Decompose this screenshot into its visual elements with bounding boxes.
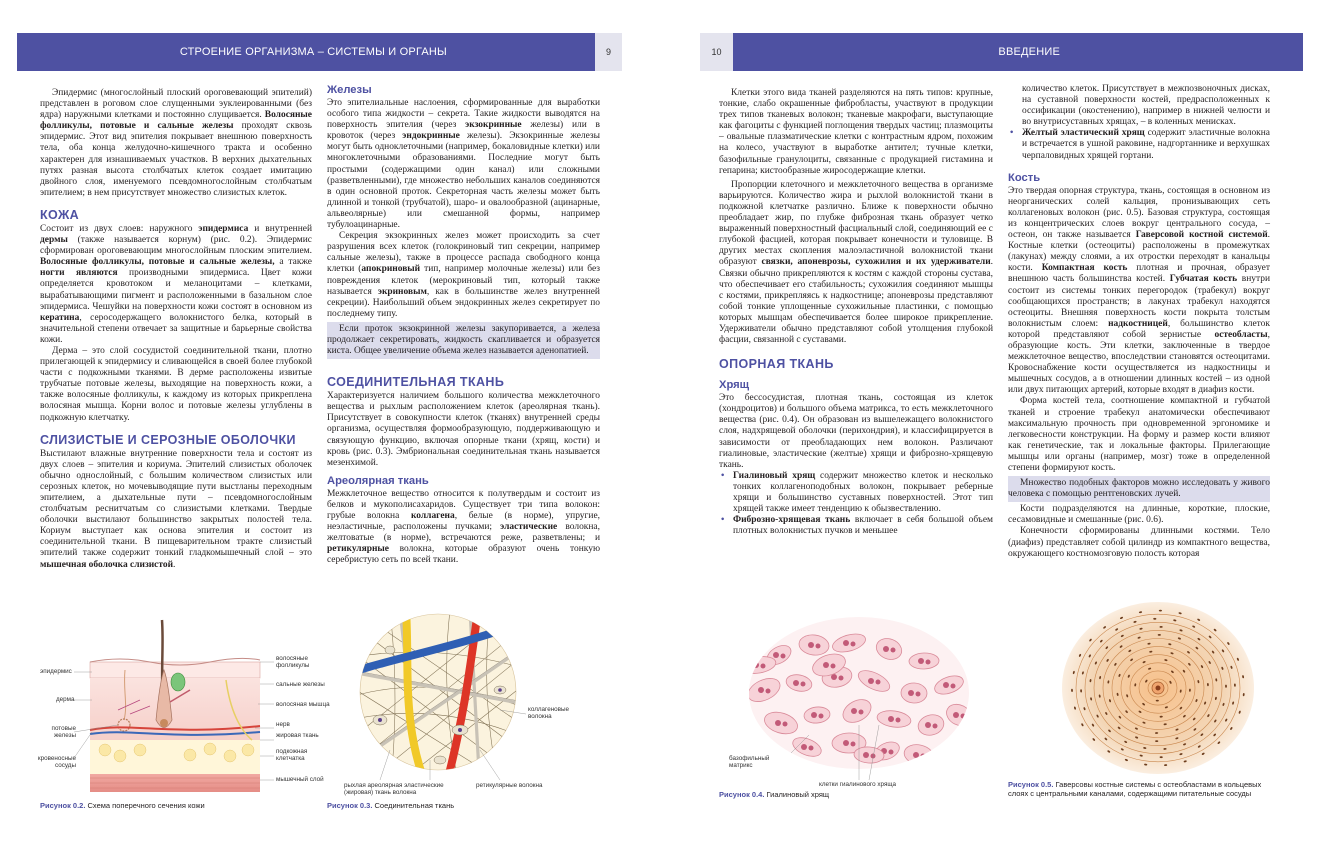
right-column-1 — [719, 88, 993, 537]
chondrocyte-nucleus — [961, 714, 966, 719]
chondrocyte-nucleus — [926, 660, 931, 665]
chondrocyte-nucleus — [888, 716, 894, 722]
chondrocyte-nucleus — [851, 642, 856, 647]
chondrocyte-nucleus — [913, 752, 919, 758]
paragraph: Секреция экзокринных желез может происходить за счет разрушения всех клеток (голокриновый тип секреции, например сальные железы), также в процессе распада свободного конца клетки (апокриновый тип, например молочные железы) или без повреждения клеток (мерокриновый тип, который также называется экриновым, как в большинстве желез внутренней секреции). Наибольший объем эндокринных желез секретирует по последнему типу. — [327, 231, 600, 319]
figure-haversian-systems — [1058, 600, 1258, 778]
chondrocyte-nucleus — [889, 750, 894, 755]
paragraph: Конечности сформированы длинными костями. Тело (диафиз) представляет собой цилиндр из компактного вещества, окружающего костномозговую полость которая — [1008, 526, 1270, 559]
header-title: ВВЕДЕНИЕ — [998, 46, 1060, 58]
paragraph: Пропорции клеточного и межклеточного вещества в организме варьируются. Количество жира и рыхлой волокнистой ткани в подкожной клетчатке различно. Ближе к поверхности обычно преобладает жир, по глубже фиброзная ткань образует четко выраженный поверхностный фасциальный слой, соединяющий ее с глубокой фасцией, которая покрывает конечности и туловище. В других местах скопления малоэластичной волокнистой ткани образуют связки, апоневрозы, сухожилия и их удерживатели. Связки обычно прикрепляются к костям с каждой стороны сустава, что обеспечивает его стабильность; сухожилия соединяют мышцы с костями, прикрепляясь к надкостнице; апоневрозы представляют собой тонкие уплощенные сухожильные пластинки, с помощью которых мышцам обеспечивается более широкое прикрепление. Удерживатели обычно представляют собой утолщения глубокой фасции, связанной с суставами. — [719, 179, 993, 346]
cartilage-list-cont — [1008, 128, 1270, 161]
figure-caption: Рисунок 0.2. Схема поперечного сечения кожи — [40, 801, 205, 810]
chondrocyte-nucleus — [925, 722, 931, 728]
chondrocyte-nucleus — [883, 646, 889, 652]
chondrocyte-nucleus — [921, 754, 926, 759]
label-blood-vessels: кровеносные сосуды — [37, 755, 76, 769]
label-muscle-layer: мышечный слой — [276, 776, 324, 783]
paragraph: Характеризуется наличием большого количества межклеточного вещества и рыхлым расположением клеток (ареолярная ткань). Присутствует в совокупности клеток (тканях) внутренней среды организма, осуществляя формообразующую, поддерживающую и связующую функцию, включая опорные ткани (хрящ, кости) и кровь (рис. 0.3). Эмбриональная соединительная ткань называется мезенхимой. — [327, 391, 600, 468]
chondrocyte-nucleus — [908, 690, 914, 696]
chondrocyte-nucleus — [808, 642, 814, 648]
chondrocyte-nucleus — [809, 746, 814, 751]
paragraph: Дерма – это слой сосудистой соединительной ткани, плотно прилегающей к эпидермису и сливающейся в своей более глубокой части с подкожными тканями. В дерме расположены извитые трубчатые потовые железы, выходящие на поверхность кожи, а также волосяные фолликулы, к каждому из которых прикреплена волосяная мышца. Корни волос и потовые железы углублены в подкожную клетчатку. — [40, 345, 312, 423]
list-item: • Фиброзно-хрящевая ткань включает в себя большой объем плотных волокнистых пучков и меньшее — [719, 515, 993, 537]
right-page — [663, 0, 1326, 853]
chondrocyte-nucleus — [761, 664, 766, 669]
highlight-box: Множество подобных факторов можно исследовать у живого человека с помощью рентгеновских лучей. — [1008, 476, 1270, 502]
figure-caption: Рисунок 0.5. Гаверсовы костные системы с остеобластами в кольцевых слоях с центральными каналами, содержащими питательные сосуды — [1008, 780, 1262, 798]
chondrocyte-nucleus — [773, 652, 779, 658]
highlight-box: Если проток экзокринной железы закупоривается, а железа продолжает секретировать, жидкость скапливается и образуется киста. Общее увеличение объема желез называется аденопатией. — [327, 322, 600, 359]
chondrocyte-nucleus — [859, 710, 864, 715]
chondrocyte-nucleus — [839, 676, 844, 681]
chondrocyte-nucleus — [801, 682, 806, 687]
paragraph: Выстилают влажные внутренние поверхности тела и состоят из двух слоев – эпителия и кориума. Эпителий слизистых оболочек обычно однослойный, с большим количеством слизистых или серозных клеток, но мочевыводящие пути выстланы переходным эпителием, а дыхательные пути – псевдомногослойным столбчатым реснитчатым со слизистыми клетками. Твердые оболочки выстилают большинство закрытых полостей тела. Кориум выступает как основа эпителия и состоит из соединительной ткани. В пищеварительном тракте слизистый эпителий также содержит тонкий гладкомышечный слой – это мышечная оболочка слизистой. — [40, 448, 312, 570]
paragraph: Клетки этого вида тканей разделяются на пять типов: крупные, тонкие, слабо окрашенные фибробласты, участвуют в продукции трех типов тканевых волокон; тканевые макрофаги, выступающие как фагоциты с функцией поглощения твердых частиц; плазмоциты – овальные плазматические клетки с контрастным ядром, похожим на колесо, участвуют в выработке антител; тучные клетки, базофильные гранулоциты, связанные с продукцией гистамина и гепарина; кистообразные жиросодержащие клетки. — [719, 88, 993, 176]
connective-tissue-illustration — [330, 610, 610, 800]
cartilage-list — [719, 471, 993, 538]
list-item: • Желтый эластический хрящ содержит эластичные волокна и встречается в ушной раковине, надгортаннике и верхушках черпаловидных хрящей гортани. — [1008, 128, 1270, 161]
label-nerve: нерв — [276, 721, 290, 728]
label-reticular-fibers: ретикулярные волокна — [476, 782, 543, 789]
paragraph: Состоит из двух слоев: наружного эпидермиса и внутренней дермы (также называется корнум) (рис. 0.2). Эпидермис сформирован ороговевающим многослойным плоским эпителием. Волосяные фолликулы, потовые и сальные железы, а также ногти являются производными эпидермиса. Цвет кожи определяется кровотоком и меланоцитами – клетками, вырабатывающими пигмент и расположенными в базальном слое эпидермиса. Чешуйки на поверхности кожи состоят в основном из кератина, серосодержащего волокнистого белка, который в значительной степени отвечает за защитные и барьерные свойства кожи. — [40, 223, 312, 345]
chondrocyte-nucleus — [876, 680, 881, 685]
paragraph: Это твердая опорная структура, ткань, состоящая в основном из неорганических солей кальция, пронизывающих сеть коллагеновых волокон (рис. 0.5). Базовая структура, состоящая из концентрических слоев вокруг центрального сосуда, – остеон, он также называется Гаверсовой костной системой. Костные клетки (остеоциты) расположены в промежутках (лакунах) между слоями, а их отростки переходят в канальцы кости. Компактная кость плотная и прочная, образует внешнюю часть большинства костей. Губчатая кость внутри состоит из системы тонких перегородок (трабекул) вокруг сообщающихся пространств; в лакунах трабекул находятся остеоциты. Внешняя поверхность кости покрыта толстым волокнистым слоем: надкостницей, большинство клеток которой представляют собой зернистые остеобласты, образующие кость. Эти клетки, заключенные в твердое межклеточное вещество, впоследствии становятся остеоцитами. Кровоснабжение кости осуществляется из надкостницы и мышечных сосудов, а в отношении длинных костей – из одной или двух питающих артерий, которые входят в диафиз кости. — [1008, 185, 1271, 396]
chondrocyte-nucleus — [811, 712, 817, 718]
chondrocyte-nucleus — [753, 662, 759, 668]
chondrocyte-nucleus — [851, 742, 856, 747]
chondrocyte-nucleus — [758, 687, 764, 693]
figure-skin-cross-section — [30, 610, 330, 800]
section-heading-skin: КОЖА — [40, 207, 80, 222]
page-header — [733, 33, 1303, 71]
figure-connective-tissue — [330, 610, 610, 800]
label-collagen-fibers: коллагеновые волокна — [528, 706, 570, 720]
label-dermis: дерма — [56, 696, 75, 703]
label-subcutaneous: подкожная клетчатка — [276, 748, 308, 762]
chondrocyte-nucleus — [843, 740, 849, 746]
subheading-areolar: Ареолярная ткань — [327, 474, 429, 487]
chondrocyte-nucleus — [916, 692, 921, 697]
paragraph: Межклеточное вещество относится к полутвердым и состоит из белков и мукополисахаридов. Существует три типа волокон: грубые волокна коллагена, белые (в норме), упругие, неэластичные, расположены пучками; эластические волокна, желтоватые (в норме), встречаются реже, разветвлены; и ретикулярные волокна, которые образуют очень тонкую серебристую сеть по всей ткани. — [327, 488, 600, 566]
label-epidermis: эпидермис — [40, 668, 72, 675]
label-basophilic-matrix: базофильный матрикс — [729, 755, 770, 769]
label-fat-tissue: жировая ткань — [276, 732, 319, 739]
label-hyaline-cells: клетки гиалинового хряща — [819, 781, 897, 788]
haversian-illustration — [1058, 600, 1258, 778]
page-number: 10 — [700, 33, 733, 71]
chondrocyte-nucleus — [918, 658, 924, 664]
chondrocyte-nucleus — [863, 752, 869, 758]
chondrocyte-nucleus — [851, 708, 857, 714]
chondrocyte-nucleus — [775, 720, 781, 726]
chondrocyte-nucleus — [896, 718, 901, 723]
chondrocyte-nucleus — [953, 712, 959, 718]
chondrocyte-nucleus — [943, 682, 949, 688]
figure-hyaline-cartilage — [719, 615, 999, 790]
page-header — [17, 33, 595, 71]
section-heading-support: ОПОРНАЯ ТКАНЬ — [719, 357, 834, 372]
paragraph: Это бессосудистая, плотная ткань, состоящая из клеток (хондроцитов) и большого объема матрикса, то есть межклеточного вещества (рис. 0.4). Он образован из вышележащего волокнистого слоя, надхрящевой оболочки (перихондрия), и классифицируется в зависимости от преобладающих нем волокон. Различают гиалиновые, эластические (желтые) хрящи и фиброзно-хрящевую ткань. — [719, 393, 993, 470]
chondrocyte-nucleus — [831, 664, 836, 669]
header-title: СТРОЕНИЕ ОРГАНИЗМА – СИСТЕМЫ И ОРГАНЫ — [179, 46, 447, 58]
chondrocyte-nucleus — [819, 714, 824, 719]
chondrocyte-nucleus — [868, 678, 874, 684]
label-sebaceous-glands: сальные железы — [276, 681, 325, 688]
section-heading-mucous: СЛИЗИСТЫЕ И СЕРОЗНЫЕ ОБОЛОЧКИ — [40, 432, 296, 447]
chondrocyte-nucleus — [933, 724, 938, 729]
label-arrector-muscle: волосяная мышца — [276, 701, 330, 708]
label-hair-follicles: волосяные фолликулы — [276, 655, 310, 669]
chondrocyte-nucleus — [793, 680, 799, 686]
subheading-cartilage: Хрящ — [719, 379, 750, 392]
chondrocyte-nucleus — [766, 689, 771, 694]
left-column-2 — [327, 84, 600, 566]
chondrocyte-nucleus — [891, 648, 896, 653]
chondrocyte-nucleus — [951, 684, 956, 689]
subheading-glands: Железы — [327, 84, 372, 96]
chondrocyte-nucleus — [823, 662, 829, 668]
label-areolar-elastic: рыхлая ареолярная эластические (жировая) ткань волокна — [344, 782, 444, 796]
chondrocyte-nucleus — [783, 722, 788, 727]
subheading-bone: Кость — [1008, 171, 1041, 184]
page-number: 9 — [595, 33, 622, 71]
section-heading-connective: СОЕДИНИТЕЛЬНАЯ ТКАНЬ — [327, 375, 505, 390]
paragraph: Кости подразделяются на длинные, короткие, плоские, сесамовидные и смешанные (рис. 0.6). — [1008, 504, 1270, 526]
chondrocyte-nucleus — [781, 654, 786, 659]
figure-caption: Рисунок 0.3. Соединительная ткань — [327, 801, 455, 810]
chondrocyte-nucleus — [801, 744, 807, 750]
right-column-2 — [1008, 84, 1270, 560]
label-sweat-glands: потовые железы — [51, 725, 76, 739]
list-item: • Гиалиновый хрящ содержит множество клеток и несколько тонких коллагеноподобных волокон, покрывает реберные хрящи и большинство суставных поверхностей. Этот тип хрящей также имеет тенденцию к обызвествлению. — [719, 471, 993, 515]
paragraph: Это эпителиальные наслоения, сформированные для выработки особого типа жидкости – секрета. Такие жидкости выводятся на поверхность эпителия (через экзокринные железы) или в кровоток (через эндокринные железы). Экзокринные железы могут быть одноклеточными (например, бокаловидные клетки) или многоклеточными образованиями. Последние могут быть простыми (содержащими один канал) или сложными (разветвленными), где множество небольших каналов соединяются в один основной проток. Секреторная часть железы может быть длинной и тонкой (трубчатой), шаро- и овалообразной (ацинарные, альвеолярные) или смешанной формы, например тубулоацинарные. — [327, 98, 600, 231]
chondrocyte-nucleus — [816, 644, 821, 649]
paragraph: количество клеток. Присутствует в межпозвоночных дисках, на суставной поверхности костей, предрасположенных к оссификации (окостенению), например в нижней челюсти и во внутрисуставных хрящах, – в коленных менисках. — [1022, 84, 1270, 128]
paragraph: Эпидермис (многослойный плоский ороговевающий эпителий) представлен в роговом слое слущенными эуклеированными (без ядра) наружными клетками и постоянно слущивается. Волосяные фолликулы, потовые и сальные железы проходят сквозь эпидермис. Этот вид эпителия покрывает внешнюю поверхность тела, оба конца желудочно-кишечного тракта и особенно характерен для изнашиваемых участков. В верхних дыхательных путях разная высота столбчатых клеток создает имитацию двойного слоя, именуемого псевдомногослойным столбчатым эпителием; в нем присутствует множество слизистых клеток. — [40, 88, 312, 198]
chondrocyte-nucleus — [843, 640, 849, 646]
figure-caption: Рисунок 0.4. Гиалиновый хрящ — [719, 790, 830, 799]
left-column-1 — [40, 88, 312, 571]
paragraph: Форма костей тела, соотношение компактной и губчатой тканей и строение трабекул анатомически обеспечивают максимальную прочность при одновременной эргономике и легковесности конструкции. На форму и размер кости влияют как генетические, так и локальные факторы. Прилегающие мышцы или органы (например, мозг) тоже в определенной степени формируют кость. — [1008, 396, 1270, 473]
